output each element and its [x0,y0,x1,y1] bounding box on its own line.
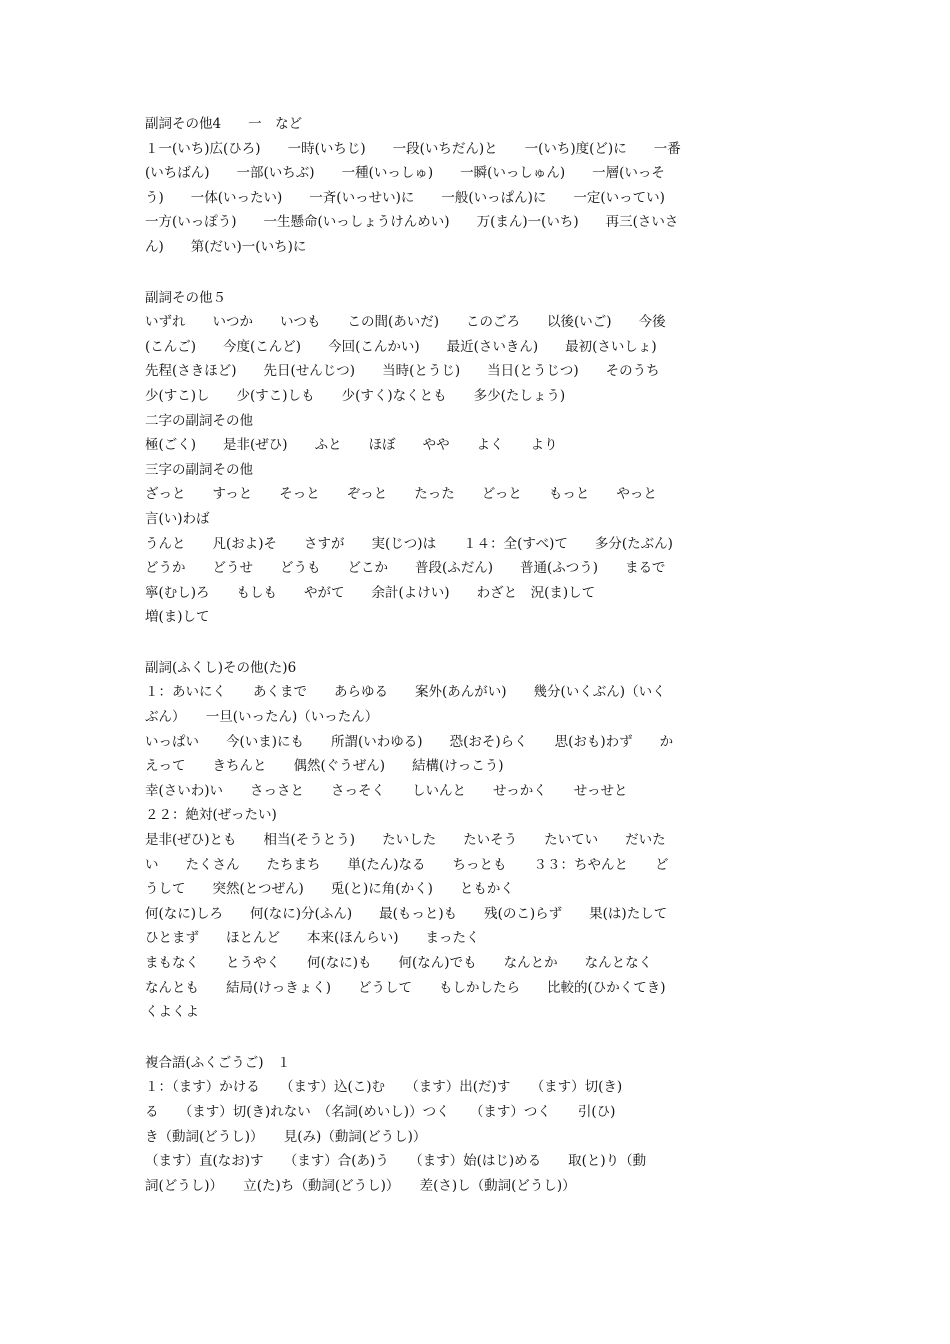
document-body [145,112,809,1224]
text-line: 是非(ぜひ)とも 相当(そうとう) たいした たいそう たいてい だいた [145,832,666,849]
section-title: 副詞その他4 一 など [145,116,303,132]
text-line: う) 一体(いったい) 一斉(いっせい)に 一般(いっぱん)に 一定(いってい) [145,189,665,206]
text-line: 詞(どうし)） 立(た)ち（動詞(どうし)） 差(さ)し（動詞(どうし)） [145,1177,576,1194]
document-section [145,1051,809,1199]
text-line: １：（ます）かける （ます）込(こ)む （ます）出(だ)す （ます）切(き) [145,1079,623,1096]
text-line: １一(いち)広(ひろ) 一時(いちじ) 一段(いちだん)と 一(いち)度(ど)に 一番 [145,140,681,157]
text-line: まもなく とうやく 何(なに)も 何(なん)でも なんとか なんとなく [145,955,653,971]
section-title: 副詞その他５ [145,289,226,306]
text-line: １：あいにく あくまで あらゆる 案外(あんがい) 幾分(いくぶん)（いく [145,684,666,701]
text-line: いずれ いつか いつも この間(あいだ) このごろ 以後(いご) 今後 [145,314,666,331]
text-line: 幸(さいわ)い さっさと さっそく しいんと せっかく せっせと [145,782,628,799]
text-line: き（動詞(どうし)） 見(み)（動詞(どうし)） [145,1128,427,1145]
text-line: うんと 凡(およ)そ さすが 実(じつ)は １４：全(すべ)て 多分(たぶん) [145,535,673,552]
text-line: (いちばん) 一部(いちぶ) 一種(いっしゅ) 一瞬(いっしゅん) 一層(いっそ [145,165,665,182]
document-section [145,656,809,1025]
text-line: 一方(いっぽう) 一生懸命(いっしょうけんめい) 万(まん)一(いち) 再三(さいさ [145,214,679,231]
text-line: （ます）直(なお)す （ます）合(あ)う （ます）始(はじ)める 取(と)り（動 [145,1153,647,1170]
text-line: ぶん） 一旦(いったん)（いったん） [145,709,379,726]
text-line: (こんご) 今度(こんど) 今回(こんかい) 最近(さいきん) 最初(さいしょ) [145,338,657,355]
text-line: くよくよ [145,1004,199,1021]
text-line: うして 突然(とつぜん) 兎(と)に角(かく) ともかく [145,881,514,898]
section-title: 副詞(ふくし)その他(た)6 [145,659,297,676]
text-line: 言(い)わば [145,510,210,527]
text-line: 増(ま)して [145,609,210,626]
text-line: ん) 第(だい)一(いち)に [145,238,307,255]
text-line: る （ます）切(き)れない （名詞(めいし)）つく （ます）つく 引(ひ) [145,1103,616,1120]
text-line: ２２：絶対(ぜったい) [145,807,277,824]
text-line: なんとも 結局(けっきょく) どうして もしかしたら 比較的(ひかくてき) [145,979,666,996]
text-line: 寧(むし)ろ もしも やがて 余計(よけい) わざと 況(ま)して [145,584,596,601]
section-title: 複合語(ふくごうご) １ [145,1054,291,1071]
text-line: えって きちんと 偶然(ぐうぜん) 結構(けっこう) [145,758,504,775]
text-line: 何(なに)しろ 何(なに)分(ふん) 最(もっと)も 残(のこ)らず 果(は)たして [145,905,668,922]
text-line: どうか どうせ どうも どこか 普段(ふだん) 普通(ふつう) まるで [145,560,666,577]
text-line: ひとまず ほとんど 本来(ほんらい) まったく [145,930,480,947]
text-line: 極(ごく) 是非(ぜひ) ふと ほぼ やや よく より [145,437,558,454]
document-section [145,112,809,260]
document-section [145,286,809,630]
text-line: 二字の副詞その他 [145,412,253,429]
text-line: 少(すこ)し 少(すこ)しも 少(すく)なくとも 多少(たしょう) [145,387,566,404]
text-line: ざっと すっと そっと ぞっと たった どっと もっと やっと [145,486,657,503]
text-line: いっぱい 今(いま)にも 所謂(いわゆる) 恐(おそ)らく 思(おも)わず か [145,733,674,750]
text-line: 先程(さきほど) 先日(せんじつ) 当時(とうじ) 当日(とうじつ) そのうち [145,363,660,380]
text-line: い たくさん たちまち 単(たん)なる ちっとも ３３：ちやんと ど [145,856,669,873]
text-line: 三字の副詞その他 [145,461,253,478]
